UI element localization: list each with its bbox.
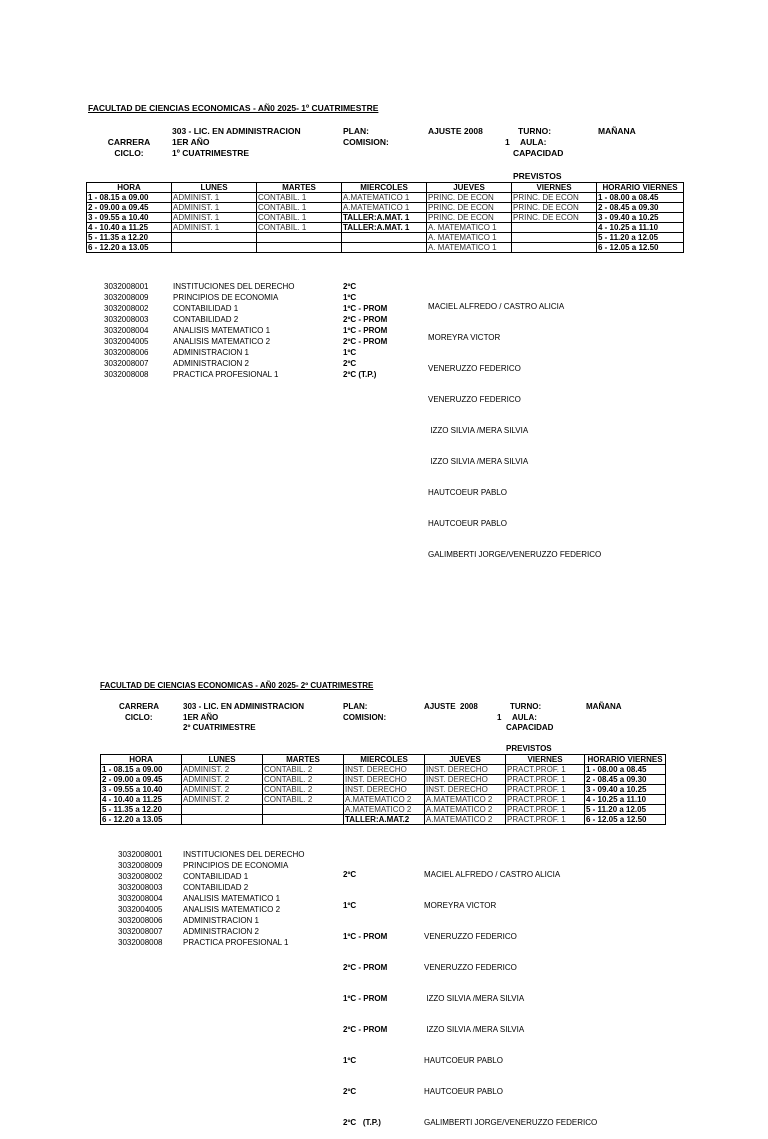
jueves-cell: INST. DERECHO — [425, 765, 506, 775]
table-row — [101, 775, 666, 785]
miercoles-cell: INST. DERECHO — [344, 775, 425, 785]
subject-code: 3032008002 — [104, 304, 149, 313]
lunes-cell: ADMINIST. 2 — [182, 785, 263, 795]
subject-name: CONTABILIDAD 2 — [173, 315, 239, 324]
viernes-cell: PRINC. DE ECON — [512, 203, 597, 213]
hora-cell: 5 - 11.35 a 12.20 — [101, 805, 182, 815]
subject-code: 3032008001 — [118, 850, 163, 859]
subject-name: ANALISIS MATEMATICO 2 — [173, 337, 271, 346]
header-miercoles: MIERCOLES — [344, 755, 425, 765]
subject-code: 3032008007 — [118, 927, 163, 936]
subject-professor: VENERUZZO FEDERICO — [428, 395, 521, 404]
jueves-cell: A. MATEMATICO 1 — [427, 243, 512, 253]
previstos-label: PREVISTOS — [506, 744, 552, 753]
miercoles-cell: INST. DERECHO — [344, 765, 425, 775]
subject-professor: GALIMBERTI JORGE/VENERUZZO FEDERICO — [424, 1118, 598, 1127]
subject-professor: IZZO SILVIA /MERA SILVIA — [428, 426, 529, 435]
miercoles-cell: A.MATEMATICO 1 — [342, 203, 427, 213]
subject-code: 3032008007 — [104, 359, 149, 368]
header-viernes: VIERNES — [506, 755, 585, 765]
subject-modality: 1ºC - PROM — [343, 932, 388, 941]
subject-name: ADMINISTRACION 1 — [173, 348, 250, 357]
subject-modality: 2ºC (T.P.) — [343, 370, 377, 379]
lunes-cell — [182, 815, 263, 825]
jueves-cell: A. MATEMATICO 1 — [427, 233, 512, 243]
subject-name: INSTITUCIONES DEL DERECHO — [173, 282, 295, 291]
subject-name: CONTABILIDAD 1 — [183, 872, 249, 881]
subject-code: 3032008003 — [118, 883, 163, 892]
jueves-cell: INST. DERECHO — [425, 775, 506, 785]
header-hora: HORA — [101, 755, 182, 765]
turno-label: TURNO: — [510, 702, 542, 711]
hora-cell: 6 - 12.20 a 13.05 — [101, 815, 182, 825]
subject-name: ADMINISTRACION 2 — [173, 359, 250, 368]
table-row — [101, 805, 666, 815]
schedule-table-1 — [86, 182, 684, 253]
subject-modalities-1 — [343, 282, 387, 381]
hora-cell: 3 - 09.55 a 10.40 — [87, 213, 172, 223]
horario-viernes-cell: 4 - 10.25 a 11.10 — [585, 795, 666, 805]
subject-name: ANALISIS MATEMATICO 1 — [183, 894, 281, 903]
martes-cell — [257, 243, 342, 253]
subject-professors-2 — [424, 850, 597, 1139]
lunes-cell: ADMINIST. 1 — [172, 213, 257, 223]
subject-code: 3032008006 — [104, 348, 149, 357]
subject-name: CONTABILIDAD 2 — [183, 883, 249, 892]
subject-code: 3032008006 — [118, 916, 163, 925]
subject-name: CONTABILIDAD 1 — [173, 304, 239, 313]
lunes-cell: ADMINIST. 1 — [172, 203, 257, 213]
horario-viernes-cell: 4 - 10.25 a 11.10 — [597, 223, 684, 233]
martes-cell: CONTABIL. 1 — [257, 203, 342, 213]
viernes-cell: PRACT.PROF. 1 — [506, 775, 585, 785]
subject-code: 3032008002 — [118, 872, 163, 881]
subject-modality: 1ºC - PROM — [343, 304, 388, 313]
cuatrimestre-value: 2º CUATRIMESTRE — [183, 723, 256, 732]
table-header-row — [101, 755, 666, 765]
miercoles-cell: TALLER:A.MAT. 1 — [342, 223, 427, 233]
comision-number: 1 — [505, 137, 510, 147]
hora-cell: 4 - 10.40 a 11.25 — [87, 223, 172, 233]
horario-viernes-cell: 1 - 08.00 a 08.45 — [585, 765, 666, 775]
subject-modality: 2ºC — [343, 1087, 357, 1096]
martes-cell — [257, 233, 342, 243]
miercoles-cell: A.MATEMATICO 2 — [344, 795, 425, 805]
subject-modality: 2ºC - PROM — [343, 315, 388, 324]
horario-viernes-cell: 3 - 09.40 a 10.25 — [585, 785, 666, 795]
subject-code: 3032008009 — [104, 293, 149, 302]
hora-cell: 2 - 09.00 a 09.45 — [101, 775, 182, 785]
subject-professor: MOREYRA VICTOR — [428, 333, 501, 342]
miercoles-cell: TALLER:A.MAT.2 — [344, 815, 425, 825]
aula-label: AULA: — [520, 137, 547, 147]
martes-cell: CONTABIL. 1 — [257, 193, 342, 203]
horario-viernes-cell: 5 - 11.20 a 12.05 — [585, 805, 666, 815]
subject-name: ANALISIS MATEMATICO 2 — [183, 905, 281, 914]
martes-cell: CONTABIL. 2 — [263, 765, 344, 775]
subject-name: INSTITUCIONES DEL DERECHO — [183, 850, 305, 859]
header-jueves: JUEVES — [425, 755, 506, 765]
subject-professor: HAUTCOEUR PABLO — [424, 1087, 503, 1096]
subject-modality: 2ºC - PROM — [343, 1025, 388, 1034]
subject-name: ANALISIS MATEMATICO 1 — [173, 326, 271, 335]
martes-cell: CONTABIL. 2 — [263, 785, 344, 795]
subject-professor: MOREYRA VICTOR — [424, 901, 497, 910]
miercoles-cell: A.MATEMATICO 1 — [342, 193, 427, 203]
table-row — [101, 795, 666, 805]
subject-codes-1 — [104, 282, 149, 381]
turno-label: TURNO: — [518, 126, 552, 136]
lunes-cell: ADMINIST. 1 — [172, 223, 257, 233]
subject-modality: 2ºC — [343, 870, 357, 879]
lunes-cell: ADMINIST. 2 — [182, 795, 263, 805]
lunes-cell — [172, 233, 257, 243]
viernes-cell: PRACT.PROF. 1 — [506, 805, 585, 815]
header-lunes: LUNES — [182, 755, 263, 765]
hora-cell: 5 - 11.35 a 12.20 — [87, 233, 172, 243]
table-row — [87, 213, 684, 223]
jueves-cell: PRINC. DE ECON — [427, 193, 512, 203]
subject-professor: HAUTCOEUR PABLO — [428, 488, 507, 497]
miercoles-cell: INST. DERECHO — [344, 785, 425, 795]
subject-name: ADMINISTRACION 2 — [183, 927, 260, 936]
horario-viernes-cell: 1 - 08.00 a 08.45 — [597, 193, 684, 203]
viernes-cell — [512, 243, 597, 253]
subject-modality: 1ºC - PROM — [343, 994, 388, 1003]
viernes-cell — [512, 223, 597, 233]
aula-label: AULA: — [512, 713, 537, 722]
viernes-cell: PRACT.PROF. 1 — [506, 765, 585, 775]
header-jueves: JUEVES — [427, 183, 512, 193]
horario-viernes-cell: 5 - 11.20 a 12.05 — [597, 233, 684, 243]
subject-professor: MACIEL ALFREDO / CASTRO ALICIA — [424, 870, 561, 879]
subject-modality: 1ºC — [343, 293, 357, 302]
lunes-cell — [172, 243, 257, 253]
subject-professor: IZZO SILVIA /MERA SILVIA — [424, 994, 525, 1003]
capacidad-label: CAPACIDAD — [506, 723, 554, 732]
subject-code: 3032004005 — [104, 337, 149, 346]
hora-cell: 6 - 12.20 a 13.05 — [87, 243, 172, 253]
subject-modality: 2ºC — [343, 282, 357, 291]
hora-cell: 3 - 09.55 a 10.40 — [101, 785, 182, 795]
horario-viernes-cell: 6 - 12.05 a 12.50 — [597, 243, 684, 253]
subject-professor: IZZO SILVIA /MERA SILVIA — [428, 457, 529, 466]
subject-modality: 2ºC - PROM — [343, 963, 388, 972]
hora-cell: 2 - 09.00 a 09.45 — [87, 203, 172, 213]
subject-code: 3032008003 — [104, 315, 149, 324]
subject-professor: MACIEL ALFREDO / CASTRO ALICIA — [428, 302, 565, 311]
subject-code: 3032008008 — [104, 370, 149, 379]
jueves-cell: A.MATEMATICO 2 — [425, 815, 506, 825]
header-martes: MARTES — [263, 755, 344, 765]
viernes-cell: PRACT.PROF. 1 — [506, 815, 585, 825]
anio-value: 1ER AÑO — [183, 713, 219, 722]
miercoles-cell — [342, 243, 427, 253]
subject-code: 3032004005 — [118, 905, 163, 914]
jueves-cell: PRINC. DE ECON — [427, 203, 512, 213]
viernes-cell: PRINC. DE ECON — [512, 193, 597, 203]
header-horario-viernes: HORARIO VIERNES — [585, 755, 666, 765]
horario-viernes-cell: 6 - 12.05 a 12.50 — [585, 815, 666, 825]
header-viernes: VIERNES — [512, 183, 597, 193]
anio-value: 1ER AÑO — [172, 137, 210, 147]
lunes-cell — [182, 805, 263, 815]
miercoles-cell: A.MATEMATICO 2 — [344, 805, 425, 815]
viernes-cell: PRINC. DE ECON — [512, 213, 597, 223]
hora-cell: 1 - 08.15 a 09.00 — [101, 765, 182, 775]
viernes-cell — [512, 233, 597, 243]
subject-code: 3032008004 — [104, 326, 149, 335]
jueves-cell: A.MATEMATICO 2 — [425, 805, 506, 815]
previstos-label: PREVISTOS — [513, 171, 562, 181]
subject-name: PRINCIPIOS DE ECONOMIA — [183, 861, 289, 870]
carrera-value: 303 - LIC. EN ADMINISTRACION — [172, 126, 301, 136]
jueves-cell: A. MATEMATICO 1 — [427, 223, 512, 233]
comision-number: 1 — [497, 713, 502, 722]
subject-codes-2 — [118, 850, 163, 949]
martes-cell: CONTABIL. 2 — [263, 775, 344, 785]
subject-code: 3032008009 — [118, 861, 163, 870]
table-row — [87, 203, 684, 213]
martes-cell: CONTABIL. 1 — [257, 213, 342, 223]
subject-modality: 1ºC — [343, 348, 357, 357]
ciclo-label: CICLO: — [114, 148, 144, 158]
subject-names-2 — [183, 850, 305, 949]
table-row — [101, 765, 666, 775]
table-header-row — [87, 183, 684, 193]
subject-modality: 2ºC — [343, 359, 357, 368]
subject-name: PRINCIPIOS DE ECONOMIA — [173, 293, 279, 302]
carrera-value: 303 - LIC. EN ADMINISTRACION — [183, 702, 305, 711]
subject-modality: 1ºC - PROM — [343, 326, 388, 335]
subject-name: ADMINISTRACION 1 — [183, 916, 260, 925]
subject-name: PRACTICA PROFESIONAL 1 — [183, 938, 289, 947]
ajuste-value: AJUSTE 2008 — [424, 702, 478, 711]
cuatrimestre-value: 1º CUATRIMESTRE — [172, 148, 250, 158]
section1-title: FACULTAD DE CIENCIAS ECONOMICAS - AÑ0 2025- 1º CUATRIMESTRE — [88, 103, 379, 113]
subject-professor: GALIMBERTI JORGE/VENERUZZO FEDERICO — [428, 550, 602, 559]
header-lunes: LUNES — [172, 183, 257, 193]
jueves-cell: PRINC. DE ECON — [427, 213, 512, 223]
plan-label: PLAN: — [343, 702, 368, 711]
miercoles-cell — [342, 233, 427, 243]
subject-modalities-2 — [343, 850, 387, 1139]
lunes-cell: ADMINIST. 2 — [182, 775, 263, 785]
table-row — [87, 233, 684, 243]
jueves-cell: A.MATEMATICO 2 — [425, 795, 506, 805]
subject-code: 3032008008 — [118, 938, 163, 947]
subject-modality: 1ºC — [343, 901, 357, 910]
horario-viernes-cell: 2 - 08.45 a 09.30 — [597, 203, 684, 213]
subject-professor: IZZO SILVIA /MERA SILVIA — [424, 1025, 525, 1034]
viernes-cell: PRACT.PROF. 1 — [506, 785, 585, 795]
turno-value: MAÑANA — [598, 126, 636, 136]
turno-value: MAÑANA — [586, 702, 622, 711]
subject-code: 3032008001 — [104, 282, 149, 291]
table-row — [101, 815, 666, 825]
table-row — [101, 785, 666, 795]
subject-modality: 1ºC — [343, 1056, 357, 1065]
header-hora: HORA — [87, 183, 172, 193]
jueves-cell: INST. DERECHO — [425, 785, 506, 795]
martes-cell: CONTABIL. 2 — [263, 795, 344, 805]
horario-viernes-cell: 2 - 08.45 a 09.30 — [585, 775, 666, 785]
martes-cell — [263, 805, 344, 815]
ajuste-value: AJUSTE 2008 — [428, 126, 483, 136]
header-horario-viernes: HORARIO VIERNES — [597, 183, 684, 193]
comision-label: COMISION: — [343, 137, 389, 147]
martes-cell: CONTABIL. 1 — [257, 223, 342, 233]
martes-cell — [263, 815, 344, 825]
subject-name: PRACTICA PROFESIONAL 1 — [173, 370, 279, 379]
comision-label: COMISION: — [343, 713, 387, 722]
subject-code: 3032008004 — [118, 894, 163, 903]
subject-professor: VENERUZZO FEDERICO — [428, 364, 521, 373]
table-row — [87, 193, 684, 203]
subject-professor: VENERUZZO FEDERICO — [424, 932, 517, 941]
subject-professor: HAUTCOEUR PABLO — [428, 519, 507, 528]
miercoles-cell: TALLER:A.MAT. 1 — [342, 213, 427, 223]
hora-cell: 4 - 10.40 a 11.25 — [101, 795, 182, 805]
subject-modality: 2ºC (T.P.) — [343, 1118, 381, 1127]
table-row — [87, 223, 684, 233]
plan-label: PLAN: — [343, 126, 369, 136]
carrera-label: CARRERA — [119, 702, 159, 711]
subject-professor: VENERUZZO FEDERICO — [424, 963, 517, 972]
ciclo-label: CICLO: — [125, 713, 153, 722]
carrera-label: CARRERA — [107, 137, 151, 147]
table-row — [87, 243, 684, 253]
lunes-cell: ADMINIST. 1 — [172, 193, 257, 203]
lunes-cell: ADMINIST. 2 — [182, 765, 263, 775]
subject-professor: HAUTCOEUR PABLO — [424, 1056, 503, 1065]
hora-cell: 1 - 08.15 a 09.00 — [87, 193, 172, 203]
header-miercoles: MIERCOLES — [342, 183, 427, 193]
horario-viernes-cell: 3 - 09.40 a 10.25 — [597, 213, 684, 223]
viernes-cell: PRACT.PROF. 1 — [506, 795, 585, 805]
header-martes: MARTES — [257, 183, 342, 193]
subject-names-1 — [173, 282, 295, 381]
section2-title: FACULTAD DE CIENCIAS ECONOMICAS - AÑ0 2025- 2º CUATRIMESTRE — [100, 681, 374, 690]
subject-professors-1 — [428, 282, 601, 571]
schedule-table-2 — [100, 754, 666, 825]
capacidad-label: CAPACIDAD — [513, 148, 564, 158]
subject-modality: 2ºC - PROM — [343, 337, 388, 346]
